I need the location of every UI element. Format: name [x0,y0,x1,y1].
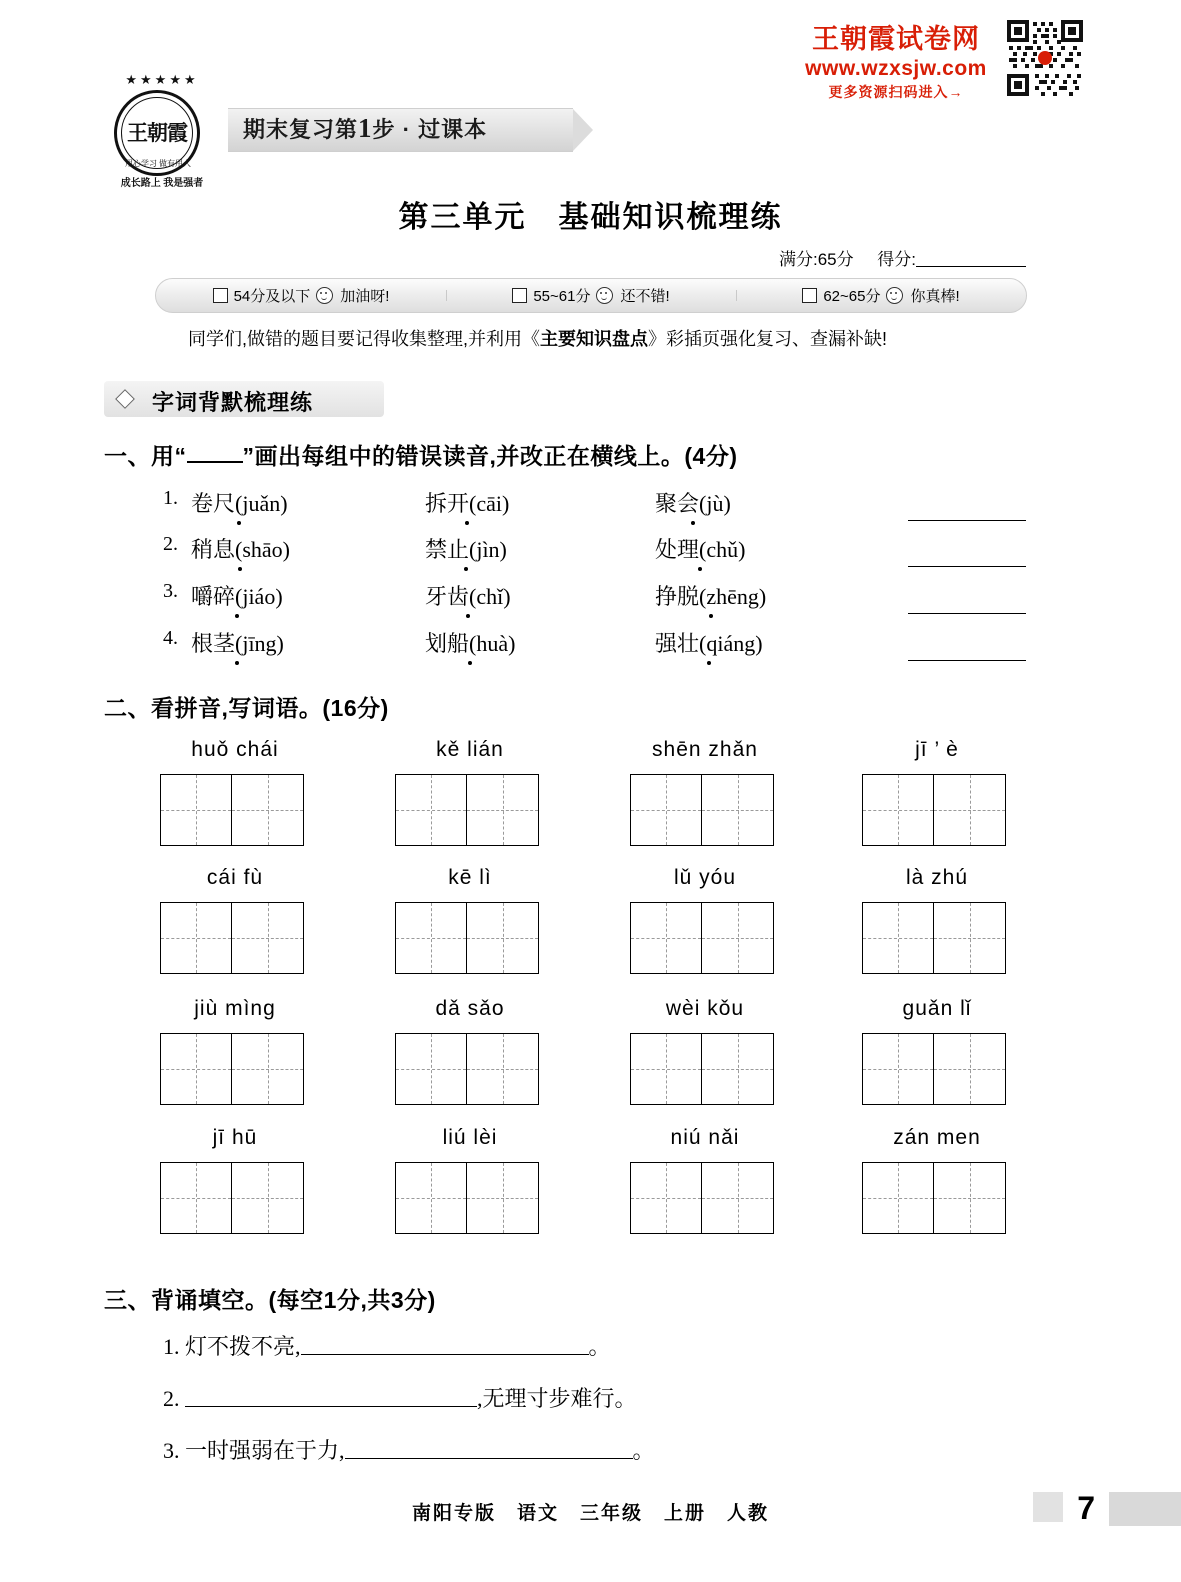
writing-cell[interactable] [160,1162,232,1234]
footer-decor-left [1033,1492,1063,1522]
q1-row-1-item-2: 拆开(cāi) [425,487,509,518]
ribbon-suffix: 步 · 过课本 [372,117,488,142]
writing-boxes-3[interactable] [630,774,774,846]
pinyin-label-14: liú lèi [442,1126,498,1149]
footer-decor-right [1109,1492,1181,1526]
ribbon-label [243,113,487,144]
rating-option-3[interactable] [736,285,1026,306]
writing-boxes-1[interactable] [160,774,304,846]
pinyin-label-8: là zhú [905,866,969,889]
smiley-icon [886,287,903,304]
q3-answer-blank-1[interactable] [301,1336,589,1355]
pinyin-label-6: kē lì [448,866,492,889]
writing-cell[interactable] [395,1162,467,1234]
writing-boxes-2[interactable] [395,774,539,846]
writing-cell[interactable] [395,902,467,974]
page-title: 第三单元 基础知识梳理练 [398,201,783,234]
writing-boxes-6[interactable] [395,902,539,974]
q3-row-3-num: 3. [163,1438,180,1463]
q1-row-1-item-1: 卷尺(juǎn) [191,487,288,518]
writing-cell[interactable] [395,1033,467,1105]
q1-title-b: ”画出每组中的错误读音,并改正在横线上。(4分) [242,443,738,469]
q3-row-2-post: ,无理寸步难行。 [477,1386,637,1411]
q1-answer-line-4[interactable] [908,659,1026,661]
q1-row-3-item-3: 挣脱(zhēng) [655,580,766,611]
rating-comment-3: 你真棒! [910,288,960,305]
question-3-title: 三、背诵填空。(每空1分,共3分) [104,1287,436,1313]
writing-cell[interactable] [160,902,232,974]
writing-boxes-10[interactable] [395,1033,539,1105]
q1-row-4-item-2: 划船(huà) [425,627,515,658]
logo-caption-top: 用心学习 做有用人 [125,159,191,168]
section-header-label: 字词背默梳理练 [152,390,314,415]
writing-cell[interactable] [232,774,304,846]
q3-row-3-post: 。 [632,1438,655,1463]
writing-cell[interactable] [702,902,774,974]
writing-cell[interactable] [630,1162,702,1234]
writing-boxes-5[interactable] [160,902,304,974]
q1-row-4-num: 4. [163,627,178,649]
writing-cell[interactable] [232,1162,304,1234]
pinyin-label-16: zán men [893,1126,981,1149]
writing-cell[interactable] [862,774,934,846]
q1-row-1-num: 1. [163,487,178,509]
q1-row-2-item-2: 禁止(jìn) [425,533,507,564]
brand-title: 王朝霞试卷网 [812,24,980,54]
writing-cell[interactable] [232,1033,304,1105]
publisher-logo [100,72,224,190]
question-1-title [104,438,738,471]
writing-cell[interactable] [934,1162,1006,1234]
checkbox-icon[interactable] [213,288,228,303]
writing-cell[interactable] [702,1162,774,1234]
q3-answer-blank-3[interactable] [345,1440,633,1459]
writing-cell[interactable] [702,774,774,846]
rating-range-2: 55~61分 [533,288,591,305]
rating-option-2[interactable] [446,285,736,306]
logo-stars: ★★★★★ [125,72,199,87]
writing-cell[interactable] [160,774,232,846]
writing-cell[interactable] [934,1033,1006,1105]
logo-text: 王朝霞 [121,97,193,169]
checkbox-icon[interactable] [512,288,527,303]
tip-bold: 主要知识盘点 [540,329,648,349]
q1-row-4-item-1: 根茎(jīng) [191,627,284,658]
q3-row-1-num: 1. [163,1334,180,1359]
q1-row-3-num: 3. [163,580,178,602]
question-2-title: 二、看拼音,写词语。(16分) [104,695,389,721]
pinyin-label-2: kě lián [436,738,504,761]
q1-title-blank [187,446,243,463]
pinyin-label-7: lǔ yóu [673,866,737,889]
writing-cell[interactable] [467,1162,539,1234]
q3-row-1 [163,1330,611,1361]
writing-cell[interactable] [934,902,1006,974]
writing-cell[interactable] [395,774,467,846]
writing-boxes-8[interactable] [862,902,1006,974]
q3-row-2 [163,1382,637,1413]
writing-boxes-15[interactable] [630,1162,774,1234]
q1-row-4-item-3: 强壮(qiáng) [655,627,763,658]
gain-score-blank[interactable] [916,249,1026,267]
q1-answer-line-1[interactable] [908,519,1026,521]
writing-cell[interactable] [934,774,1006,846]
brand-note: 更多资源扫码进入→ [828,84,964,100]
pinyin-label-3: shēn zhǎn [652,738,758,761]
writing-cell[interactable] [630,774,702,846]
score-line [779,245,1026,270]
brand-url[interactable]: www.wzxsjw.com [805,57,987,80]
rating-bar [155,278,1027,313]
full-score-label: 满分:65分 [779,250,854,269]
ribbon-step-number: 1 [358,113,373,143]
tip-pre: 同学们,做错的题目要记得收集整理,并利用《 [188,329,540,349]
q3-row-3-pre: 一时强弱在于力, [185,1438,345,1463]
q3-row-1-pre: 灯不拨不亮, [185,1334,301,1359]
writing-boxes-11[interactable] [630,1033,774,1105]
q1-row-2-item-3: 处理(chǔ) [655,533,745,564]
writing-boxes-13[interactable] [160,1162,304,1234]
writing-boxes-12[interactable] [862,1033,1006,1105]
qr-code-icon [1005,18,1085,98]
q1-row-3-item-2: 牙齿(chǐ) [425,580,511,611]
writing-cell[interactable] [467,774,539,846]
writing-boxes-14[interactable] [395,1162,539,1234]
writing-cell[interactable] [630,902,702,974]
writing-cell[interactable] [702,1033,774,1105]
pinyin-label-15: niú nǎi [670,1126,740,1149]
writing-cell[interactable] [160,1033,232,1105]
page-number: 7 [1077,1490,1095,1526]
rating-option-1[interactable] [156,285,446,306]
gain-score-label: 得分: [877,250,916,269]
writing-cell[interactable] [232,902,304,974]
rating-range-1: 54分及以下 [233,288,311,305]
rating-range-3: 62~65分 [823,288,881,305]
writing-cell[interactable] [862,902,934,974]
q1-row-1-item-3: 聚会(jù) [655,487,731,518]
writing-cell[interactable] [630,1033,702,1105]
pinyin-label-9: jiù mìng [194,997,276,1020]
q3-row-2-num: 2. [163,1386,180,1411]
pinyin-label-5: cái fù [206,866,264,889]
checkbox-icon[interactable] [802,288,817,303]
q3-row-3 [163,1434,655,1465]
q1-row-3-item-1: 嚼碎(jiáo) [191,580,283,611]
writing-boxes-7[interactable] [630,902,774,974]
writing-boxes-4[interactable] [862,774,1006,846]
q1-answer-line-3[interactable] [908,612,1026,614]
section-header [104,381,384,417]
writing-cell[interactable] [467,1033,539,1105]
q1-title-a: 一、用“ [104,443,187,469]
logo-caption: 成长路上 我是强者 [120,178,204,189]
q1-answer-line-2[interactable] [908,565,1026,567]
pinyin-label-11: wèi kǒu [665,997,745,1020]
writing-cell[interactable] [862,1162,934,1234]
writing-boxes-16[interactable] [862,1162,1006,1234]
writing-cell[interactable] [467,902,539,974]
rating-comment-1: 加油呀! [340,288,390,305]
writing-boxes-9[interactable] [160,1033,304,1105]
smiley-icon [316,287,333,304]
pinyin-label-1: huǒ chái [191,738,279,761]
tip-post: 》彩插页强化复习、查漏补缺! [648,329,887,349]
q1-row-2-item-1: 稍息(shāo) [191,533,290,564]
rating-comment-2: 还不错! [620,288,670,305]
q3-row-1-post: 。 [588,1334,611,1359]
writing-cell[interactable] [862,1033,934,1105]
ribbon-prefix: 期末复习第 [243,117,359,142]
tip-line [188,325,887,351]
brand-block [783,22,1009,110]
q1-row-2-num: 2. [163,533,178,555]
q3-answer-blank-2[interactable] [185,1388,477,1407]
footer-text: 南阳专版 语文 三年级 上册 人教 [411,1503,769,1524]
pinyin-label-13: jī hū [212,1126,258,1149]
smiley-icon [596,287,613,304]
pinyin-label-12: guǎn lǐ [902,997,972,1020]
pinyin-label-10: dǎ sǎo [435,997,505,1020]
pinyin-label-4: jī ’ è [915,738,959,761]
